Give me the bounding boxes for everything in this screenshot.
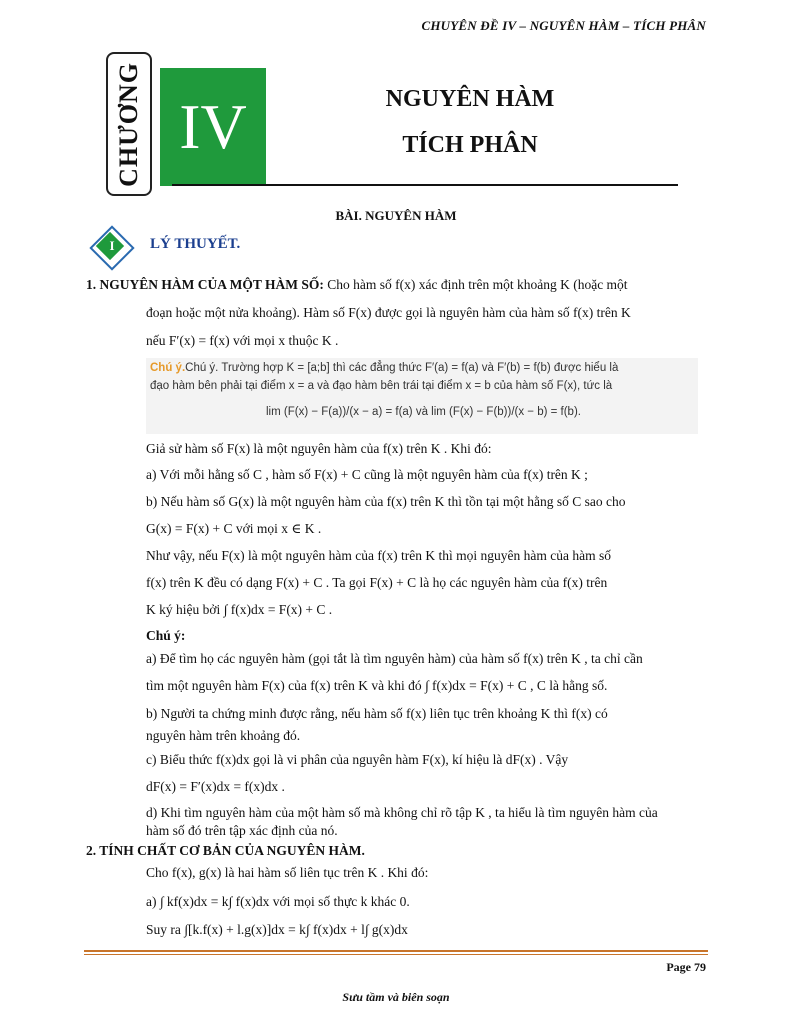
para-line-23: Suy ra ∫[k.f(x) + l.g(x)]dx = k∫ f(x)dx + l∫ g(x)dx bbox=[146, 922, 408, 937]
para-line-16: c) Biểu thức f(x)dx gọi là vi phân của nguyên hàm F(x), kí hiệu là dF(x) . Vậy bbox=[146, 752, 569, 767]
para-line-8: Như vậy, nếu F(x) là một nguyên hàm của f(x) trên K thì mọi nguyên hàm của hàm số bbox=[146, 548, 611, 563]
para-line-18: d) Khi tìm nguyên hàm của một hàm số mà không chỉ rõ tập K , ta hiểu là tìm nguyên hàm của bbox=[146, 805, 658, 820]
chapter-word: CHƯƠNG bbox=[114, 61, 143, 187]
note-line-1 bbox=[150, 362, 618, 374]
note-heading: Chú ý: bbox=[146, 628, 186, 643]
para-line-4: Giả sử hàm số F(x) là một nguyên hàm của f(x) trên K . Khi đó: bbox=[146, 441, 492, 456]
para-line-13: tìm một nguyên hàm F(x) của f(x) trên K và khi đó ∫ f(x)dx = F(x) + C , C là hằng số. bbox=[146, 678, 608, 693]
footer-credit: Sưu tầm và biên soạn bbox=[342, 990, 450, 1004]
note-line-2: đạo hàm bên phải tại điểm x = a và đạo hàm bên trái tại điểm x = b của hàm số F(x), tức là bbox=[150, 380, 613, 392]
para-line-1 bbox=[86, 276, 628, 294]
para-line-2: đoạn hoặc một nửa khoảng). Hàm số F(x) được gọi là nguyên hàm của hàm số f(x) trên K bbox=[146, 305, 631, 320]
para-line-21: Cho f(x), g(x) là hai hàm số liên tục trên K . Khi đó: bbox=[146, 865, 429, 880]
note-line-1-text: Chú ý. Trường hợp K = [a;b] thì các đẳng thức F′(a) = f(a) và F′(b) = f(b) được hiểu là bbox=[185, 362, 619, 374]
title-divider bbox=[172, 184, 678, 186]
chapter-numeral: IV bbox=[160, 68, 266, 186]
para-line-15: nguyên hàm trên khoảng đó. bbox=[146, 728, 301, 743]
chapter-word-box bbox=[106, 52, 152, 196]
para-line-14: b) Người ta chứng minh được rằng, nếu hàm số f(x) liên tục trên khoảng K thì f(x) có bbox=[146, 706, 608, 721]
chapter-title-line2: TÍCH PHÂN bbox=[402, 132, 538, 158]
para-line-17: dF(x) = F′(x)dx = f(x)dx . bbox=[146, 779, 285, 794]
section-badge-icon bbox=[96, 232, 132, 268]
para-line-1-body: Cho hàm số f(x) xác định trên một khoảng K (hoặc một bbox=[323, 277, 628, 292]
para-line-9: f(x) trên K đều có dạng F(x) + C . Ta gọi F(x) + C là họ các nguyên hàm của f(x) trên bbox=[146, 575, 608, 590]
para-line-5: a) Với mỗi hằng số C , hàm số F(x) + C cũng là một nguyên hàm của f(x) trên K ; bbox=[146, 467, 588, 482]
para-line-22: a) ∫ kf(x)dx = k∫ f(x)dx với mọi số thực k khác 0. bbox=[146, 894, 410, 909]
series-header: CHUYÊN ĐỀ IV – NGUYÊN HÀM – TÍCH PHÂN bbox=[421, 18, 706, 33]
chapter-title-line1: NGUYÊN HÀM bbox=[385, 86, 555, 112]
section-heading: LÝ THUYẾT. bbox=[150, 236, 241, 252]
note-box bbox=[146, 358, 698, 434]
note-line-3: lim (F(x) − F(a))/(x − a) = f(a) và lim (F(x) − F(b))/(x − b) = f(b). bbox=[266, 406, 581, 418]
note-label: Chú ý. bbox=[150, 362, 186, 374]
para-line-10: K ký hiệu bởi ∫ f(x)dx = F(x) + C . bbox=[146, 602, 333, 617]
para-line-7: G(x) = F(x) + C với mọi x ∈ K . bbox=[146, 521, 322, 536]
para-line-6: b) Nếu hàm số G(x) là một nguyên hàm của f(x) trên K thì tồn tại một hằng số C sao cho bbox=[146, 494, 626, 509]
page-number: Page 79 bbox=[666, 960, 706, 974]
footer-rule-thin bbox=[84, 954, 708, 955]
section-badge-label: I bbox=[109, 238, 115, 253]
subsection-heading-1: 1. NGUYÊN HÀM CỦA MỘT HÀM SỐ: bbox=[86, 277, 324, 292]
subsection-heading-2: 2. TÍNH CHẤT CƠ BẢN CỦA NGUYÊN HÀM. bbox=[86, 843, 365, 858]
lesson-title: BÀI. NGUYÊN HÀM bbox=[335, 208, 457, 223]
para-line-12: a) Để tìm họ các nguyên hàm (gọi tắt là tìm nguyên hàm) của hàm số f(x) trên K , ta chỉ cần bbox=[146, 651, 643, 666]
footer-rule bbox=[84, 950, 708, 952]
para-line-3: nếu F′(x) = f(x) với mọi x thuộc K . bbox=[146, 333, 339, 348]
para-line-19: hàm số đó trên tập xác định của nó. bbox=[146, 823, 338, 838]
